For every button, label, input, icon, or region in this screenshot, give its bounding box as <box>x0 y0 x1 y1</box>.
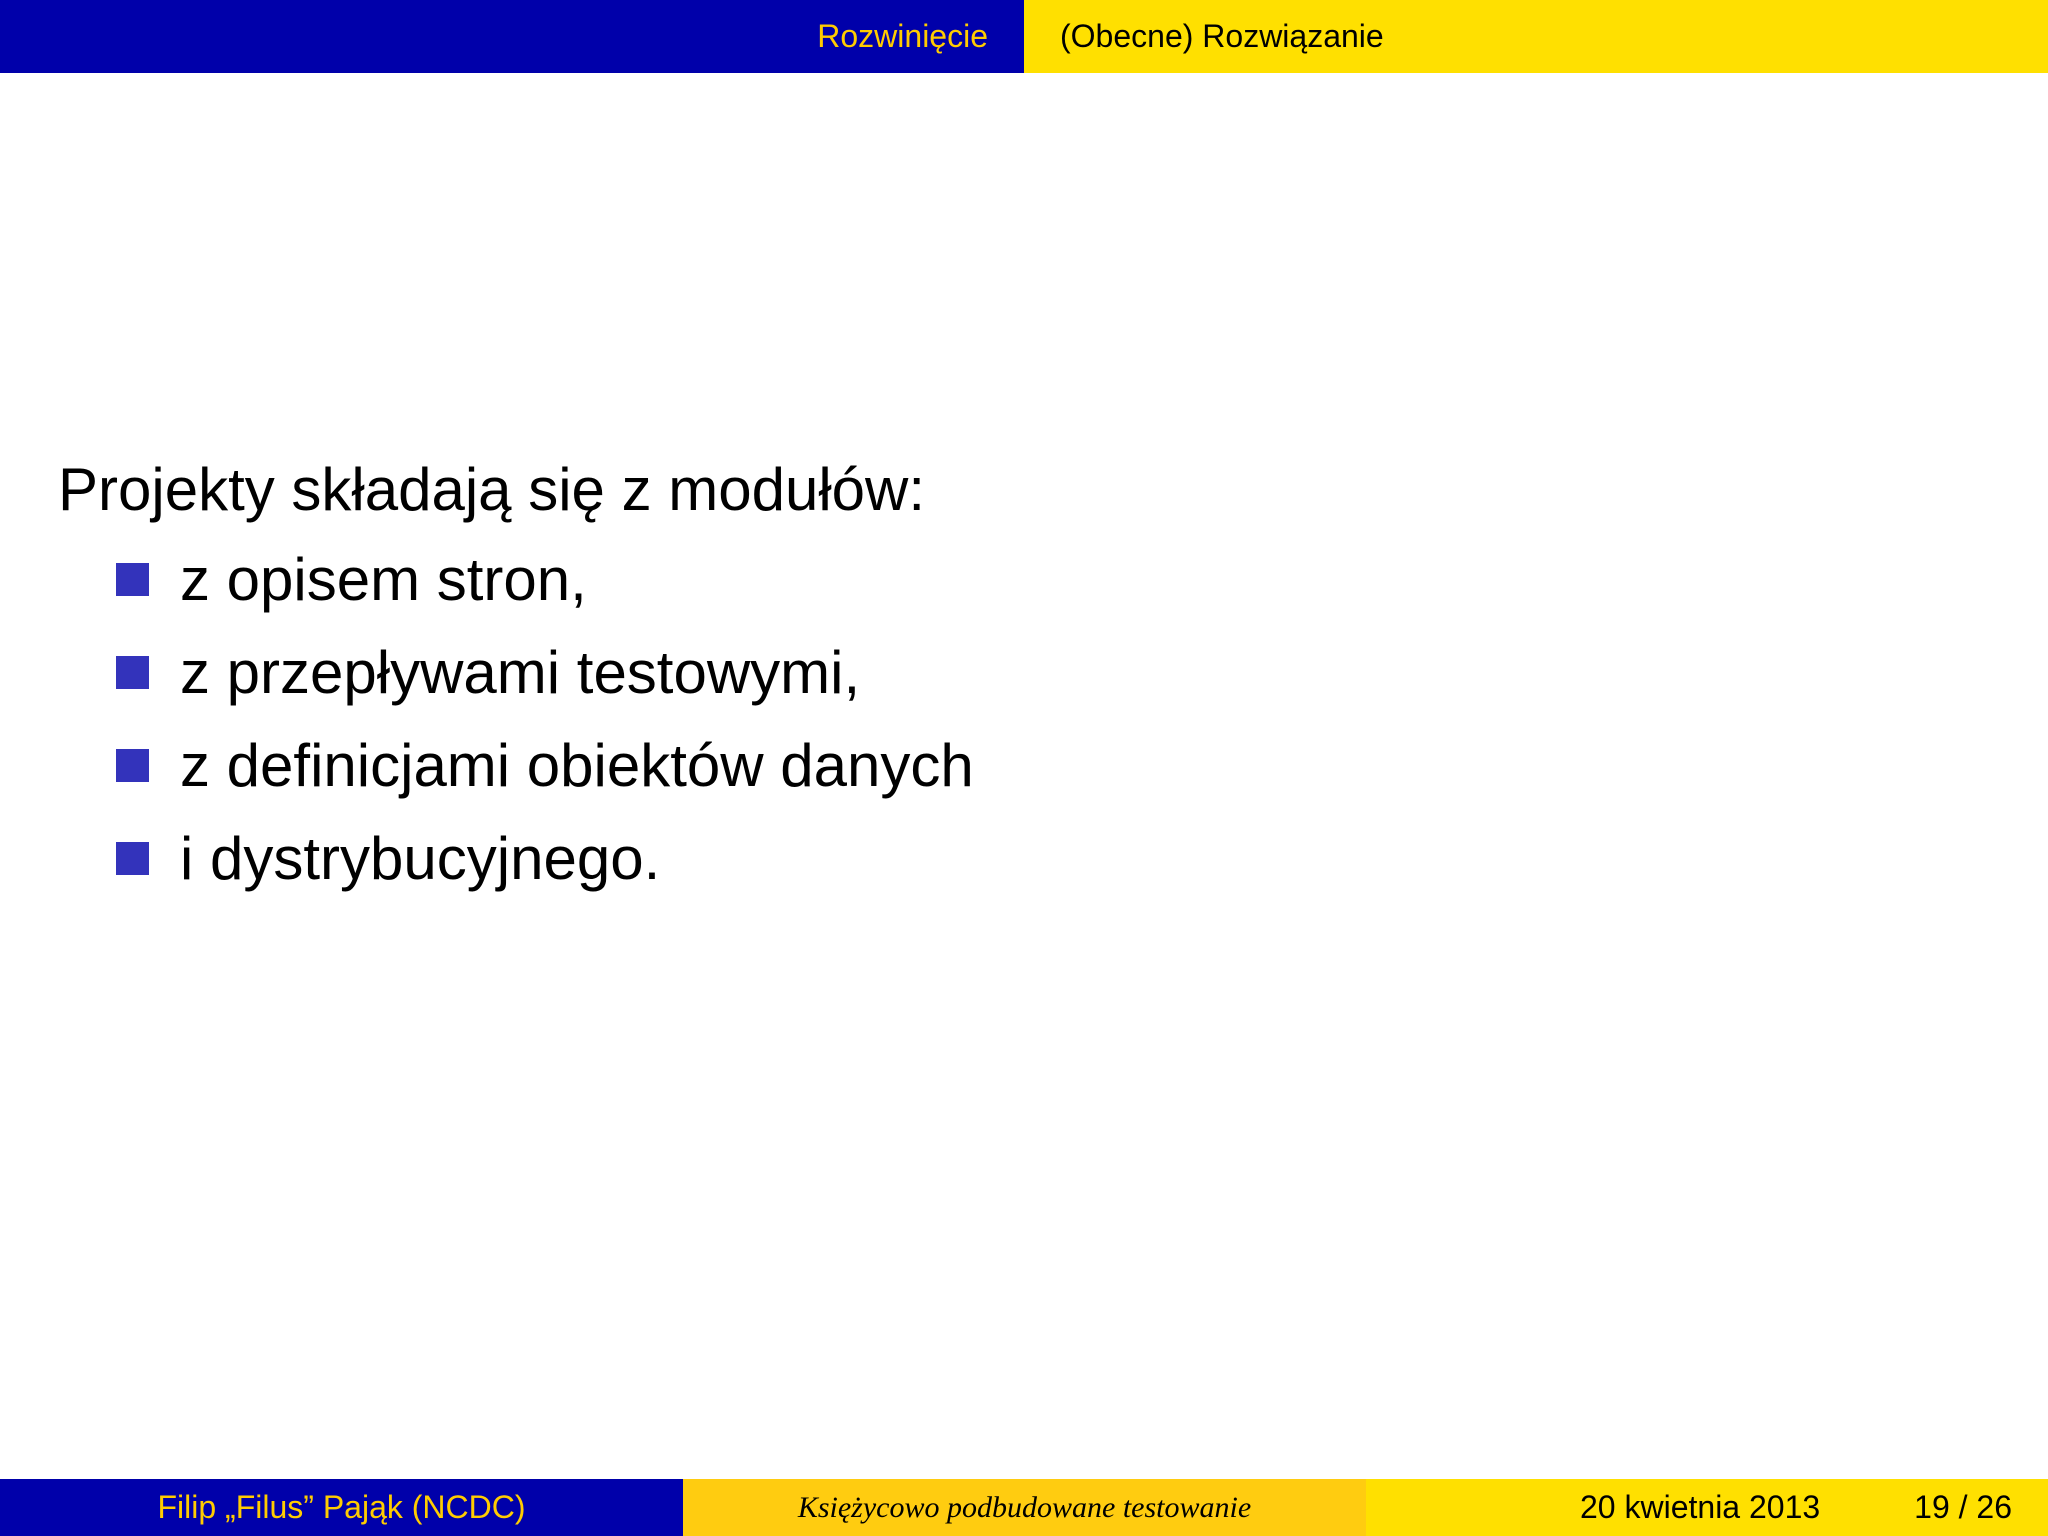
list-item-text: z definicjami obiektów danych <box>180 732 974 799</box>
footer-date: 20 kwietnia 2013 <box>1580 1489 1821 1525</box>
square-bullet-icon <box>116 842 149 875</box>
slide-intro-text: Projekty składają się z modułów: <box>58 456 926 523</box>
list-item-text: z opisem stron, <box>180 546 587 613</box>
footer-author: Filip „Filus” Pająk (NCDC) <box>0 1479 683 1536</box>
bullet-list <box>58 540 1958 912</box>
page-number: 19 / 26 <box>1914 1489 2012 1525</box>
footer-meta <box>1366 1479 2048 1536</box>
square-bullet-icon <box>116 749 149 782</box>
list-item <box>58 633 1958 726</box>
header-bar <box>0 0 2048 73</box>
header-nav-right <box>1024 0 2048 73</box>
list-item-text: i dystrybucyjnego. <box>180 825 661 892</box>
square-bullet-icon <box>116 563 149 596</box>
square-bullet-icon <box>116 656 149 689</box>
header-nav-left <box>0 0 1024 73</box>
list-item <box>58 819 1958 912</box>
list-item <box>58 540 1958 633</box>
list-item <box>58 726 1958 819</box>
nav-section-link[interactable]: Rozwinięcie <box>817 18 988 54</box>
slide-content <box>58 450 1958 912</box>
footer-bar <box>0 1479 2048 1536</box>
nav-subsection-link[interactable]: (Obecne) Rozwiązanie <box>1060 18 1384 54</box>
list-item-text: z przepływami testowymi, <box>180 639 861 706</box>
footer-presentation-title: Księżycowo podbudowane testowanie <box>683 1479 1366 1536</box>
